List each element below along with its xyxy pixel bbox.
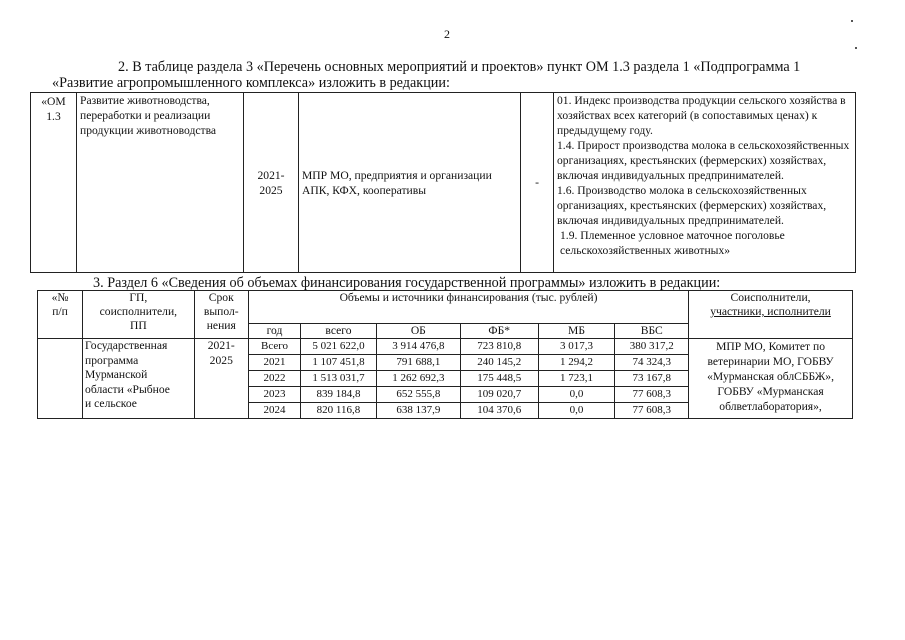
col-ob: ОБ	[376, 324, 460, 339]
cell-year: 2024	[248, 403, 300, 419]
col-total: всего	[301, 324, 377, 339]
cell-mb: 0,0	[538, 403, 615, 419]
cell-vbs: 77 608,3	[615, 387, 689, 403]
header-volumes: Объемы и источники финансирования (тыс. рублей)	[248, 291, 688, 324]
paragraph-2-line-1: 2. В таблице раздела 3 «Перечень основных мероприятий и проектов» пункт ОМ 1.3 раздела 1 «Подпрограмма 1	[118, 59, 801, 75]
cell-year: 2022	[248, 371, 300, 387]
measure-indicators	[554, 93, 856, 273]
cell-ob: 638 137,9	[376, 403, 460, 419]
cell-fb: 723 810,8	[460, 339, 538, 355]
table-row	[31, 93, 856, 273]
page-number: 2	[444, 27, 450, 41]
indicator-item: 1.9. Племенное условное маточное поголовье сельскохозяйственных животных»	[560, 229, 785, 257]
measures-table	[30, 92, 856, 273]
header-term: Срок выпол- нения	[194, 291, 248, 339]
scan-speck	[851, 20, 853, 22]
measure-dash: -	[521, 93, 554, 273]
indicator-item: 01. Индекс производства продукции сельского хозяйства в хозяйствах всех категорий (в сопоставимых ценах) к предыдущему году.	[557, 94, 846, 137]
cell-year: 2021	[248, 355, 300, 371]
cell-fb: 104 370,6	[460, 403, 538, 419]
cell-year: Всего	[248, 339, 300, 355]
cell-fb: 175 448,5	[460, 371, 538, 387]
table-row	[38, 339, 853, 355]
financing-table	[37, 290, 853, 419]
header-num: «№ п/п	[38, 291, 83, 339]
cell-total: 839 184,8	[301, 387, 377, 403]
cell-total: 5 021 622,0	[301, 339, 377, 355]
cell-mb: 3 017,3	[538, 339, 615, 355]
measure-code: «ОМ 1.3	[31, 93, 77, 273]
header-gp: ГП, соисполнители, ПП	[83, 291, 195, 339]
col-vbs: ВБС	[615, 324, 689, 339]
col-year: год	[248, 324, 300, 339]
cell-ob: 3 914 476,8	[376, 339, 460, 355]
program-num	[38, 339, 83, 419]
measure-name: Развитие животноводства, переработки и реализации продукции животноводства	[77, 93, 244, 273]
scan-speck	[855, 47, 857, 49]
cell-ob: 791 688,1	[376, 355, 460, 371]
cell-mb: 0,0	[538, 387, 615, 403]
cell-vbs: 74 324,3	[615, 355, 689, 371]
indicator-item: 1.4. Прирост производства молока в сельскохозяйственных организациях, крестьянских (фермерских) хозяйствах, включая индивидуальных предпринимателей.	[557, 139, 850, 182]
program-coexecutors: МПР МО, Комитет по ветеринарии МО, ГОБВУ «Мурманская облСББЖ», ГОБВУ «Мурманская облветлаборатория»,	[689, 339, 853, 419]
cell-ob: 652 555,8	[376, 387, 460, 403]
table-header-row	[38, 291, 853, 324]
measure-executors: МПР МО, предприятия и организации АПК, КФХ, кооперативы	[299, 93, 521, 273]
indicator-item: 1.6. Производство молока в сельскохозяйственных организациях, крестьянских (фермерских) хозяйствах, включая индивидуальных предпринимателей.	[557, 184, 827, 227]
program-term: 2021- 2025	[194, 339, 248, 419]
cell-fb: 240 145,2	[460, 355, 538, 371]
cell-vbs: 77 608,3	[615, 403, 689, 419]
program-name: Государственная программа Мурманской области «Рыбное и сельское	[83, 339, 195, 419]
cell-year: 2023	[248, 387, 300, 403]
cell-mb: 1 723,1	[538, 371, 615, 387]
cell-vbs: 380 317,2	[615, 339, 689, 355]
paragraph-3: 3. Раздел 6 «Сведения об объемах финансирования государственной программы» изложить в редакции:	[93, 275, 721, 291]
cell-mb: 1 294,2	[538, 355, 615, 371]
cell-total: 1 513 031,7	[301, 371, 377, 387]
cell-total: 820 116,8	[301, 403, 377, 419]
header-coexecutors: Соисполнители, участники, исполнители	[689, 291, 853, 339]
col-fb: ФБ*	[460, 324, 538, 339]
measure-period: 2021- 2025	[244, 93, 299, 273]
cell-fb: 109 020,7	[460, 387, 538, 403]
paragraph-2-line-2: «Развитие агропромышленного комплекса» изложить в редакции:	[52, 75, 450, 91]
col-mb: МБ	[538, 324, 615, 339]
cell-vbs: 73 167,8	[615, 371, 689, 387]
cell-ob: 1 262 692,3	[376, 371, 460, 387]
cell-total: 1 107 451,8	[301, 355, 377, 371]
